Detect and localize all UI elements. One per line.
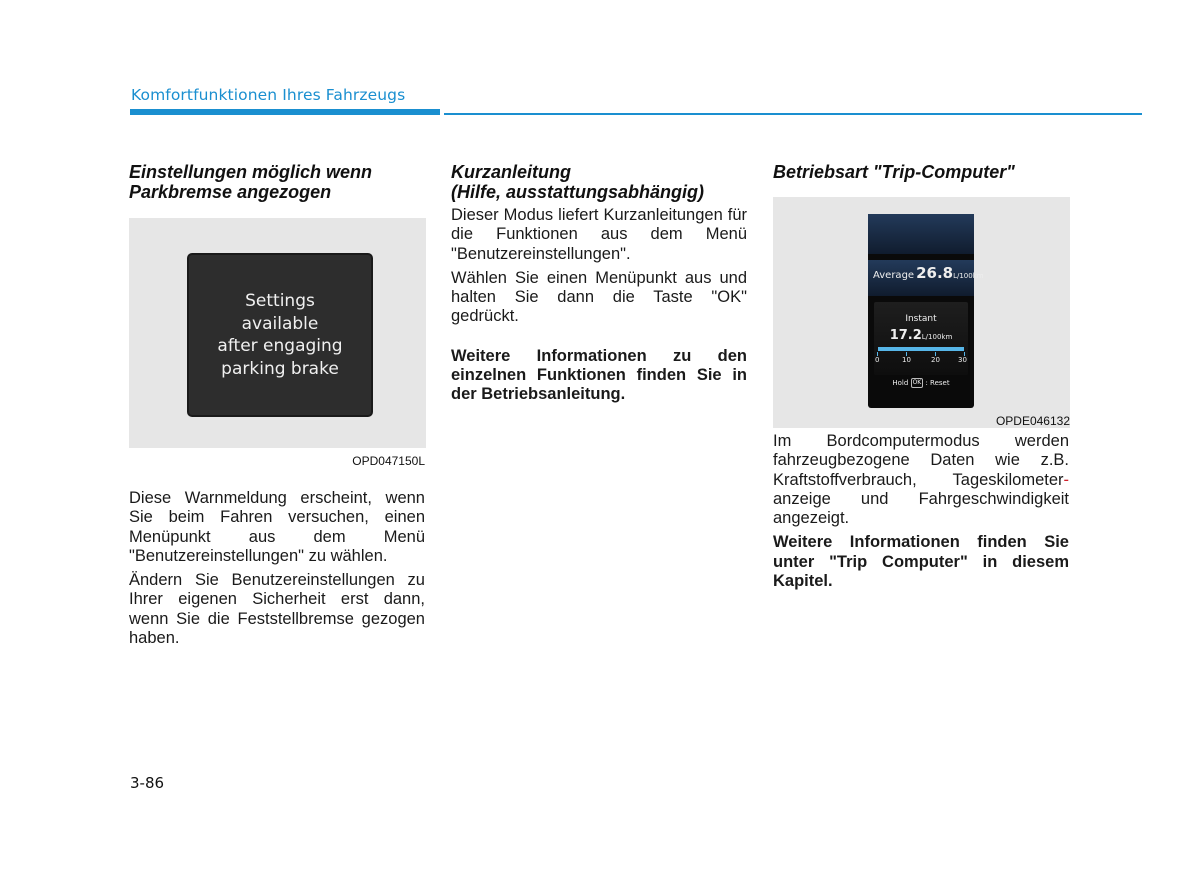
average-value: 26.8 <box>916 264 954 282</box>
header-rule-thin <box>444 113 1142 115</box>
paragraph: Ändern Sie Benutzereinstellungen zu Ihrer eigenen Sicherheit erst dann, wenn Sie die Feststellbremse gezogen haben. <box>129 571 425 648</box>
ok-button-icon: OK <box>912 379 922 386</box>
figure-code: OPDE046132 <box>995 414 1070 428</box>
heading-quick-guide <box>451 162 747 202</box>
gauge-ticks <box>877 352 965 356</box>
average-label: Average <box>873 270 915 281</box>
scale-label: 10 <box>902 356 911 364</box>
cluster-warning-screen <box>187 253 373 417</box>
screen-text-line: Settings <box>245 291 315 311</box>
scale-label: 20 <box>931 356 940 364</box>
paragraph: Diese Warnmeldung erscheint, wenn Sie beim Fahren versuchen, einen Menüpunkt aus dem Menü "Benutzereinstellungen" zu wählen. <box>129 489 425 565</box>
column-right <box>773 162 1069 591</box>
average-unit: L/100km <box>953 272 984 280</box>
figure-warning-message <box>129 218 426 448</box>
scale-label: 30 <box>958 356 967 364</box>
screen-text-line: after engaging <box>217 336 343 356</box>
heading-line: Kurzanleitung <box>451 162 571 182</box>
figure-code: OPD047150L <box>352 454 425 468</box>
screen-text-line: parking brake <box>221 358 339 379</box>
hyphen-mark: - <box>1063 470 1069 489</box>
trip-computer-screen <box>868 214 984 408</box>
column-left <box>129 162 425 648</box>
paragraph-bold: Weitere Informationen finden Sie unter "Trip Computer" in diesem Kapitel. <box>773 533 1069 591</box>
hold-reset-hint <box>868 378 974 388</box>
paragraph-bold: Weitere Informationen zu den einzelnen Funktionen finden Sie in der Betriebsanleitung. <box>451 346 747 404</box>
instant-label: Instant <box>905 314 937 324</box>
heading-line: (Hilfe, ausstattungsabhängig) <box>451 182 705 202</box>
paragraph-text: anzeige und Fahrgeschwindigkeit angezeigt. <box>773 489 1069 528</box>
heading-line: Parkbremse angezogen <box>129 182 332 202</box>
reset-text: : Reset <box>925 379 950 387</box>
paragraph: Wählen Sie einen Menüpunkt aus und halten Sie dann die Taste "OK" gedrückt. <box>451 268 747 326</box>
instant-unit: L/100km <box>921 333 953 341</box>
heading-trip-computer: Betriebsart "Trip-Computer" <box>773 162 1015 182</box>
heading-line: Einstellungen möglich wenn <box>129 162 373 182</box>
paragraph: Dieser Modus liefert Kurzanleitungen für die Funktionen aus dem Menü "Benutzereinstellungen". <box>451 206 747 263</box>
instant-gauge-bar <box>878 347 964 351</box>
instant-value: 17.2 <box>889 328 922 343</box>
screen-text-line: available <box>241 313 319 334</box>
page-number: 3-86 <box>130 774 165 792</box>
paragraph <box>773 432 1069 528</box>
header-rule-thick <box>130 109 440 115</box>
screen-top-band <box>868 214 974 254</box>
column-middle <box>451 162 747 405</box>
hold-text: Hold <box>892 379 909 387</box>
paragraph-text: Im Bordcomputermodus werden fahrzeugbezogene Daten wie z.B. Kraftstoffverbrauch, Tageskilometer <box>773 432 1069 489</box>
scale-label: 0 <box>875 356 880 364</box>
section-header-title: Komfortfunktionen Ihres Fahrzeugs <box>131 86 406 104</box>
figure-trip-computer <box>773 197 1070 428</box>
heading-settings-parking-brake <box>129 162 425 202</box>
